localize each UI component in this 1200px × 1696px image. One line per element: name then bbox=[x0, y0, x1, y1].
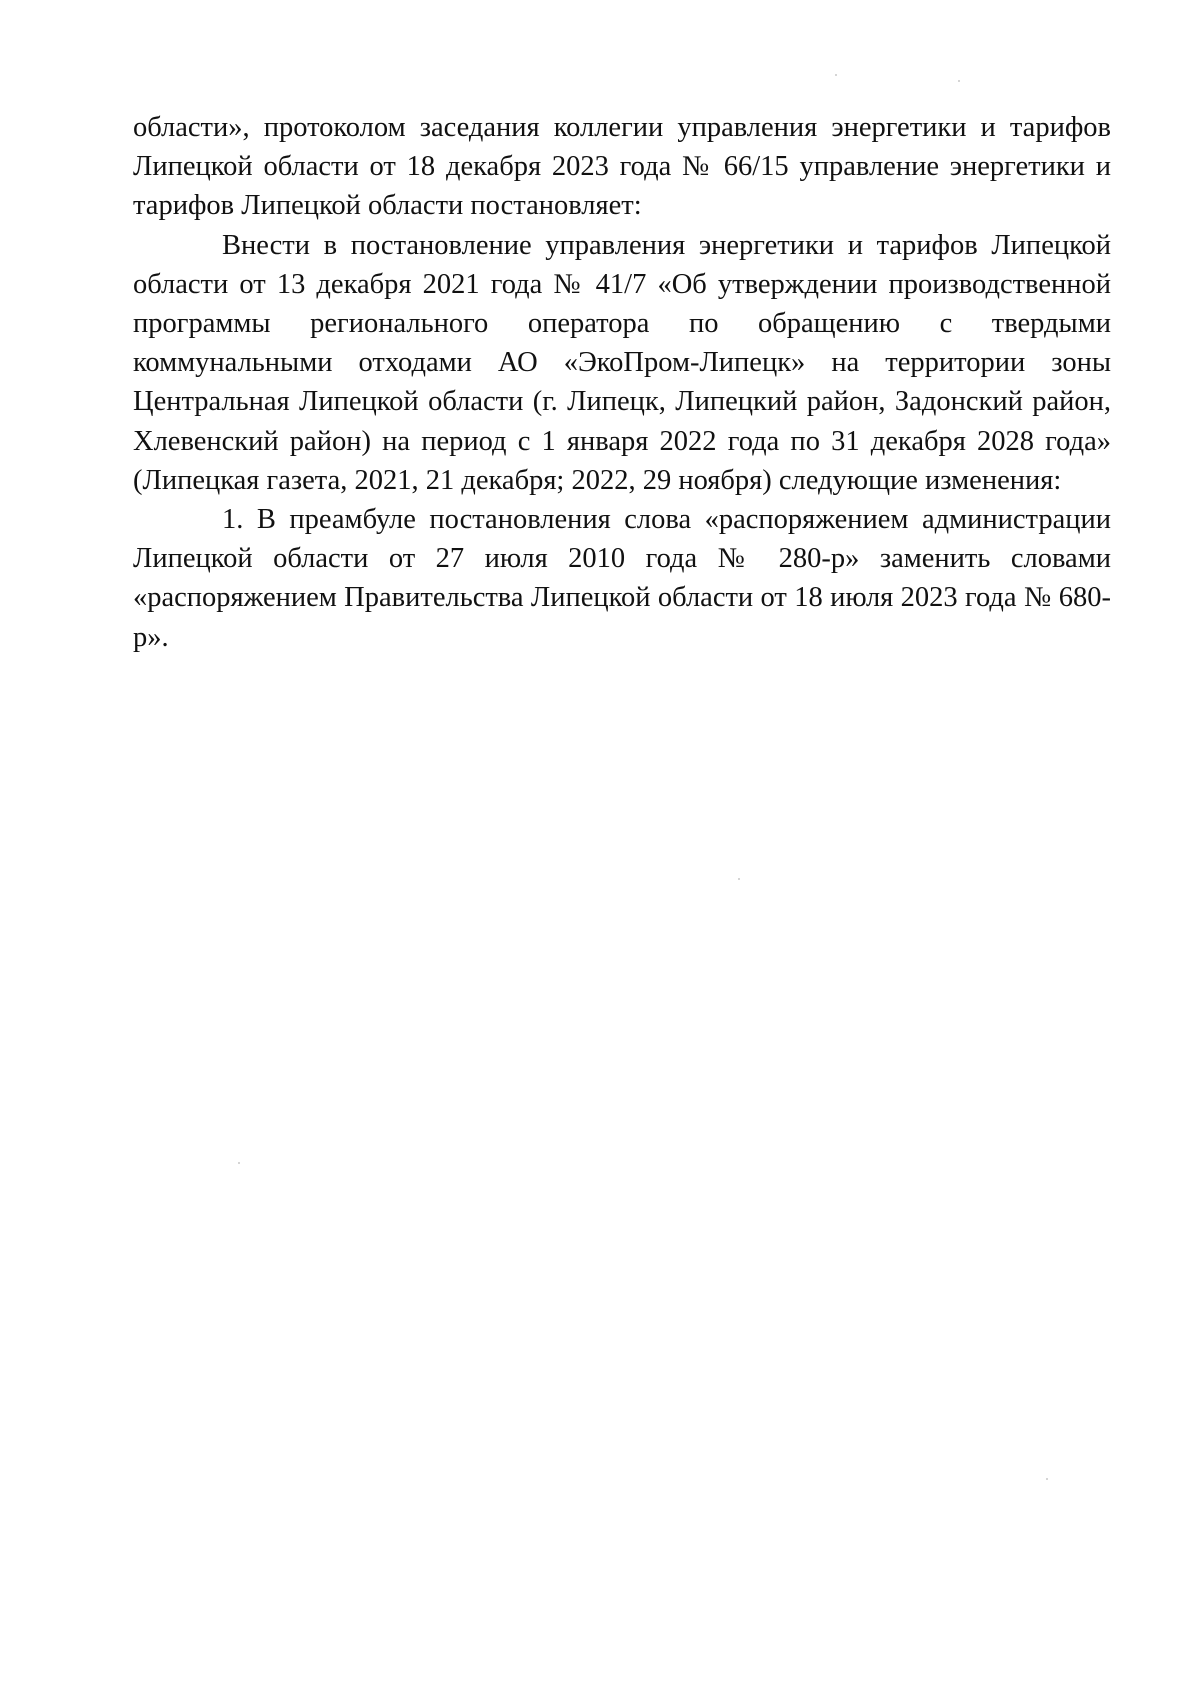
scan-speck bbox=[835, 74, 837, 76]
document-body bbox=[133, 108, 1111, 657]
scan-speck bbox=[238, 1162, 240, 1164]
scan-speck bbox=[958, 80, 960, 82]
scan-speck bbox=[1046, 1478, 1048, 1480]
scan-speck bbox=[738, 878, 740, 880]
paragraph-preamble-continuation: области», протоколом заседания коллегии управления энергетики и тарифов Липецкой области от 18 декабря 2023 года № 66/15 управление энергетики и тарифов Липецкой области постановляет: bbox=[133, 112, 1111, 222]
paragraph-amendment-item-1: 1. В преамбуле постановления слова «распоряжением администрации Липецкой области от 27 июля 2010 года № 280-р» заменить словами «распоряжением Правительства Липецкой области от 18 июля 2023 года № 680-р». bbox=[133, 504, 1111, 653]
paragraph-amendment-intro: Внести в постановление управления энергетики и тарифов Липецкой области от 13 декабря 2021 года № 41/7 «Об утверждении производственной программы регионального оператора по обращению с твердыми коммунальными отходами АО «ЭкоПром-Липецк» на территории зоны Центральная Липецкой области (г. Липецк, Липецкий район, Задонский район, Хлевенский район) на период с 1 января 2022 года по 31 декабря 2028 года» (Липецкая газета, 2021, 21 декабря; 2022, 29 ноября) следующие изменения: bbox=[133, 229, 1111, 496]
